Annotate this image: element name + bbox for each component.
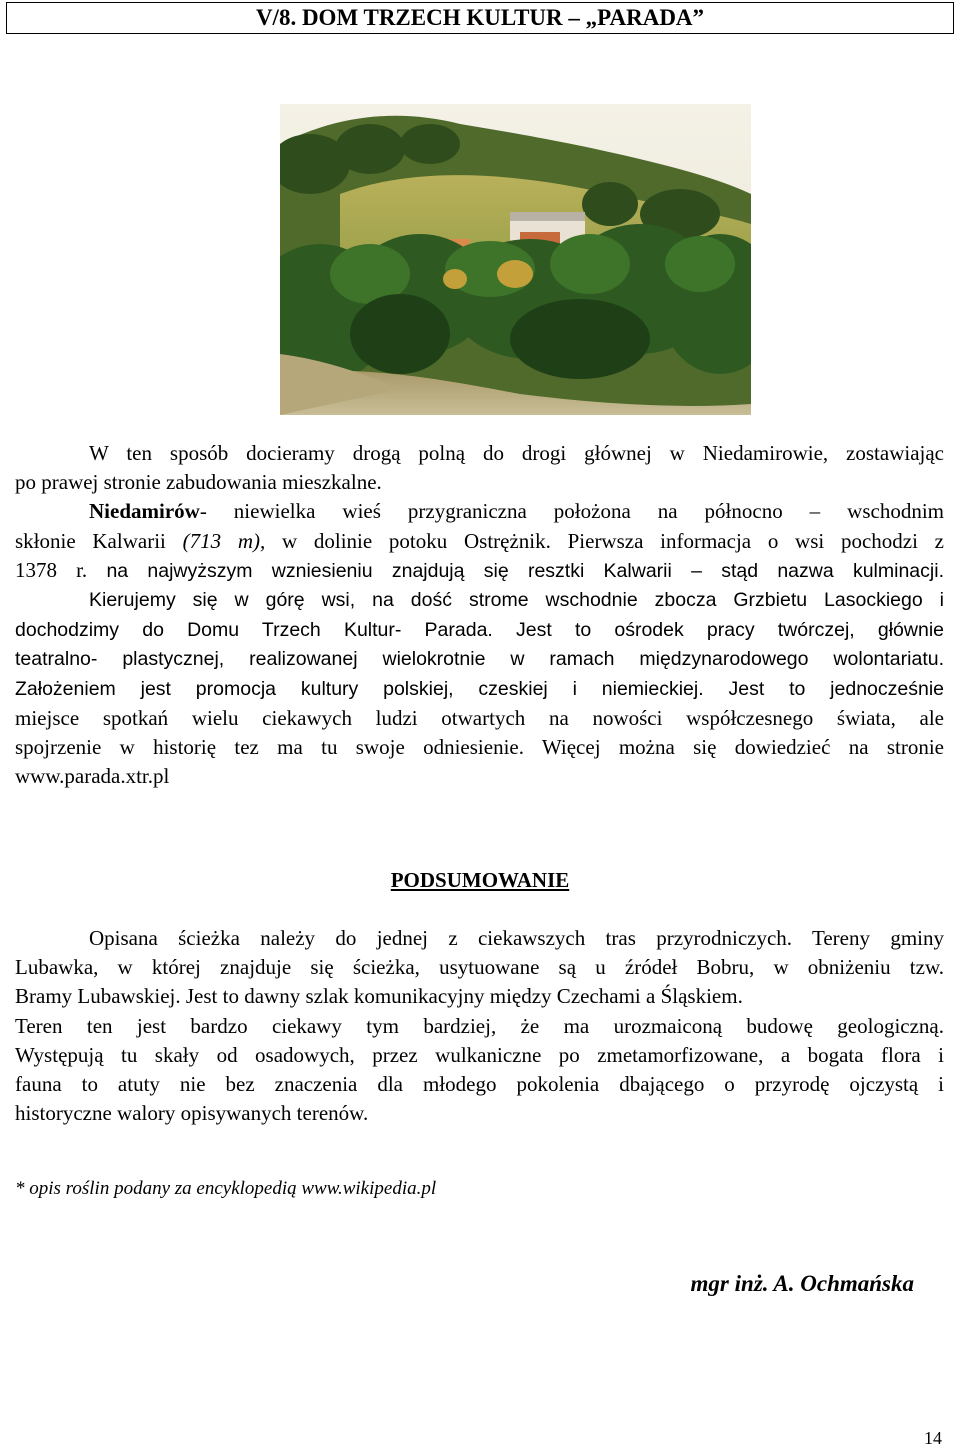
text-fragment: 1378 r. bbox=[15, 557, 88, 582]
author-signature: mgr inż. A. Ochmańska bbox=[690, 1271, 914, 1296]
description-paragraph bbox=[15, 439, 944, 791]
text-line: Kierujemy się w górę wsi, na dość strome wschodnie zbocza Grzbietu Lasockiego i bbox=[89, 589, 944, 612]
text-line: Lubawka, w której znajduje się ścieżka, usytuowane są u źródeł Bobru, w obniżeniu tzw. bbox=[15, 955, 944, 980]
text-line: po prawej stronie zabudowania mieszkalne. bbox=[15, 470, 382, 495]
landscape-photo bbox=[280, 104, 751, 415]
summary-paragraph bbox=[15, 924, 944, 1128]
page-title: V/8. DOM TRZECH KULTUR – „PARADA” bbox=[6, 2, 954, 34]
text-line bbox=[15, 556, 944, 586]
text-line bbox=[15, 527, 944, 556]
text-line: historyczne walory opisywanych terenów. bbox=[15, 1101, 369, 1126]
footnote: * opis roślin podany za encyklopedią www.wikipedia.pl bbox=[15, 1178, 437, 1199]
text-line: spojrzenie w historię tez ma tu swoje odniesienie. Więcej można się dowiedzieć na stronie bbox=[15, 735, 944, 760]
text-line: Teren ten jest bardzo ciekawy tym bardziej, że ma urozmaiconą budowę geologiczną. bbox=[15, 1013, 944, 1038]
text-line bbox=[15, 615, 944, 645]
text-line: teatralno- plastycznej, realizowanej wielokrotnie w ramach międzynarodowego wolontariatu. bbox=[15, 648, 944, 671]
text-fragment: w dolinie potoku Ostrężnik. Pierwsza informacja o wsi pochodzi z bbox=[265, 528, 944, 553]
text-fragment: - niewielka wieś przygraniczna położona na północno – wschodnim bbox=[199, 499, 944, 524]
text-fragment: skłonie Kalwarii bbox=[15, 528, 183, 553]
website-link[interactable]: www.parada.xtr.pl bbox=[15, 764, 170, 789]
text-line: Opisana ścieżka należy do jednej z ciekawszych tras przyrodniczych. Tereny gminy bbox=[89, 926, 944, 950]
text-line: Występują tu skały od osadowych, przez wulkaniczne po zmetamorfizowane, a bogata flora i bbox=[15, 1042, 944, 1067]
text-line: fauna to atuty nie bez znaczenia dla młodego pokolenia dbającego o przyrodę ojczystą i bbox=[15, 1072, 944, 1097]
text-line bbox=[15, 497, 944, 526]
elevation-text: (713 m), bbox=[182, 528, 266, 553]
text-line: miejsce spotkań wielu ciekawych ludzi otwartych na nowości współczesnego świata, ale bbox=[15, 705, 944, 730]
text-line: Bramy Lubawskiej. Jest to dawny szlak komunikacyjny między Czechami a Śląskiem. bbox=[15, 984, 743, 1009]
text-fragment: na najwyższym wzniesieniu znajdują się resztki Kalwarii – stąd nazwa kulminacji. bbox=[87, 559, 944, 582]
page-number: 14 bbox=[924, 1428, 942, 1448]
text-line: Założeniem jest promocja kultury polskiej, czeskiej i niemieckiej. Jest to jednocześnie bbox=[15, 677, 944, 700]
text-fragment: dochodzimy do Domu Trzech Kultur- Parada. Jest to ośrodek pracy twórczej, głównie bbox=[15, 619, 944, 642]
text-line: W ten sposób docieramy drogą polną do drogi głównej w Niedamirowie, zostawiając bbox=[89, 441, 944, 465]
place-name: Niedamirów bbox=[89, 499, 200, 524]
section-heading: PODSUMOWANIE bbox=[390, 868, 570, 892]
